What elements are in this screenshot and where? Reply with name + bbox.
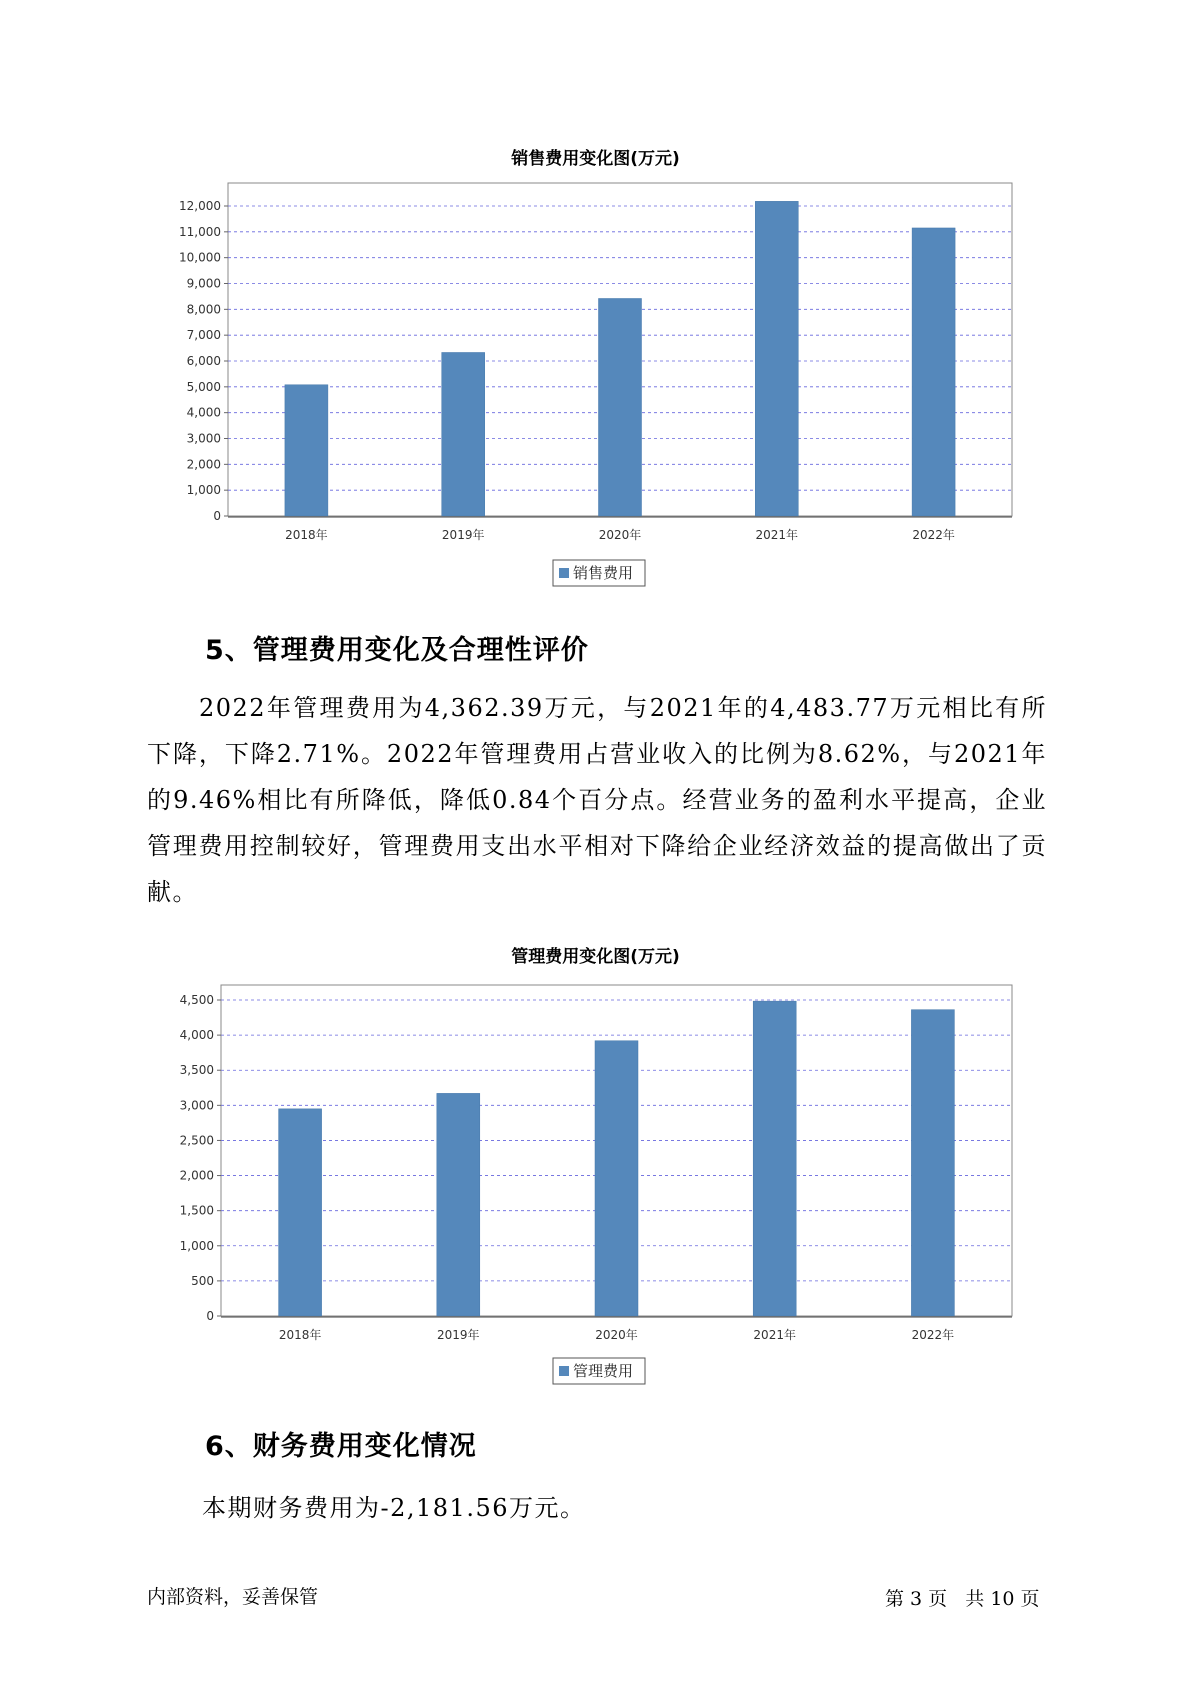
chart2-title: 管理费用变化图(万元) (511, 947, 680, 967)
section5-heading: 5、管理费用变化及合理性评价 (205, 635, 589, 666)
x-tick-label: 2018年 (278, 1328, 322, 1342)
y-tick-label: 3,500 (179, 1063, 214, 1078)
y-tick-label: 4,000 (186, 405, 221, 420)
y-tick-label: 5,000 (186, 379, 221, 394)
y-tick-label: 3,000 (179, 1098, 214, 1113)
bar (595, 1041, 638, 1316)
section6-paragraph: 本期财务费用为-2,181.56万元。 (202, 1494, 586, 1522)
y-tick-label: 0 (213, 509, 221, 523)
y-tick-label: 4,500 (179, 993, 214, 1007)
y-tick-label: 500 (191, 1273, 214, 1288)
y-tick-label: 2,500 (179, 1133, 214, 1148)
x-tick-label: 2018年 (285, 528, 328, 542)
legend-swatch (559, 1366, 569, 1376)
y-tick-label: 4,000 (179, 1028, 214, 1043)
y-tick-label: 9,000 (186, 276, 221, 291)
bar (437, 1093, 480, 1316)
y-tick-label: 0 (206, 1309, 214, 1323)
bar (753, 1001, 796, 1316)
y-tick-label: 7,000 (186, 328, 221, 343)
x-tick-label: 2019年 (441, 528, 485, 542)
section5-paragraph-text: 2022年管理费用为4,362.39万元，与2021年的4,483.77万元相比有所下降，下降2.71%。2022年管理费用占营业收入的比例为8.62%，与2021年的9.46%相比有所降低，降低0.84个百分点。经营业务的盈利水平提高，企业管理费用控制较好，管理费用支出水平相对下降给企业经济效益的提高做出了贡献。 (147, 694, 1047, 906)
x-tick-label: 2020年 (598, 528, 642, 542)
bar (911, 1010, 954, 1316)
bar (279, 1109, 322, 1316)
y-tick-label: 3,000 (186, 431, 221, 446)
y-tick-label: 10,000 (179, 250, 221, 265)
section6-heading: 6、财务费用变化情况 (205, 1431, 477, 1462)
legend-label: 管理费用 (573, 1362, 634, 1380)
y-tick-label: 2,000 (186, 457, 221, 472)
y-tick-label: 2,000 (179, 1168, 214, 1183)
x-tick-label: 2022年 (912, 528, 955, 542)
x-tick-label: 2022年 (911, 1328, 955, 1342)
x-tick-label: 2019年 (437, 1328, 480, 1342)
y-tick-label: 8,000 (186, 302, 221, 317)
legend-label: 销售费用 (573, 564, 634, 582)
y-tick-label: 1,000 (179, 1238, 214, 1253)
x-tick-label: 2021年 (755, 528, 799, 542)
y-tick-label: 1,500 (179, 1203, 214, 1218)
x-tick-label: 2020年 (595, 1328, 638, 1342)
y-tick-label: 12,000 (179, 199, 221, 213)
y-tick-label: 11,000 (179, 224, 221, 239)
footer-confidential: 内部资料，妥善保管 (147, 1586, 319, 1608)
y-tick-label: 1,000 (186, 483, 221, 498)
x-tick-label: 2021年 (753, 1328, 796, 1342)
y-tick-label: 6,000 (186, 354, 221, 368)
footer-page-number: 第 3 页 共 10 页 (885, 1588, 1040, 1610)
chart1-title: 销售费用变化图(万元) (511, 149, 680, 169)
